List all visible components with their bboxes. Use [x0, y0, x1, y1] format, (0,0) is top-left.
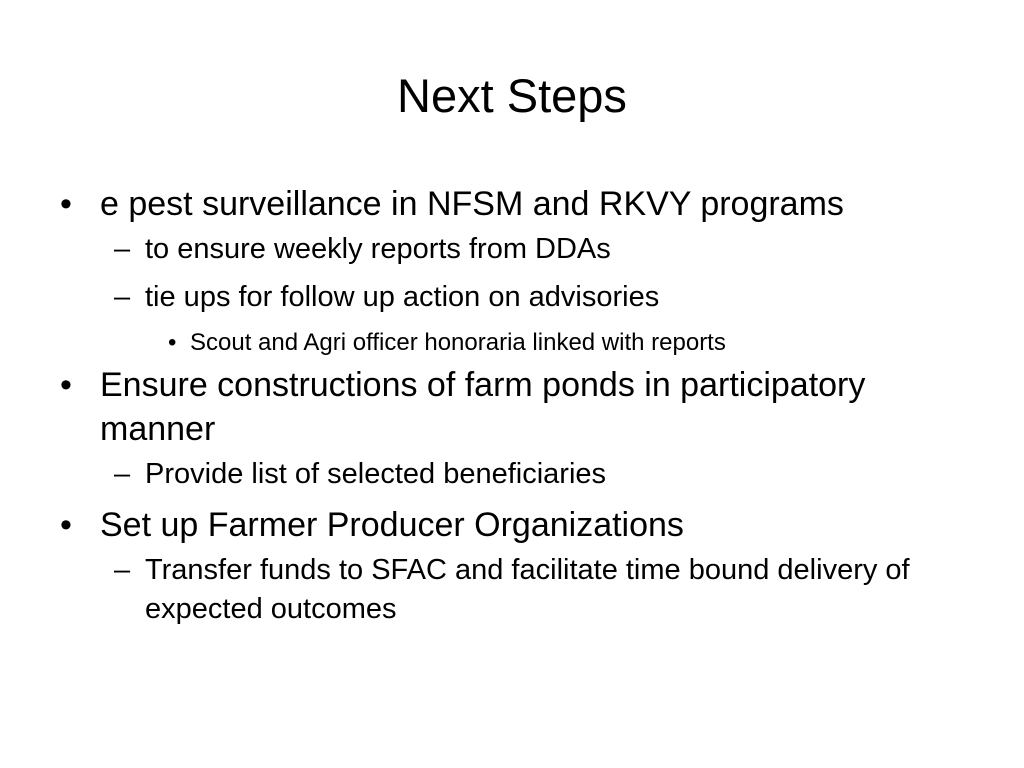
- sub-sub-bullet-honoraria: [168, 326, 956, 359]
- bullet-marker: •: [60, 185, 72, 223]
- sub-sub-bullet-text: Scout and Agri officer honoraria linked with reports: [190, 329, 726, 356]
- sub-bullet-beneficiaries: [114, 455, 956, 494]
- bullet-text: e pest surveillance in NFSM and RKVY programs: [100, 185, 844, 223]
- bullet-item-e-pest-surveillance: [56, 182, 956, 226]
- dash-marker: –: [114, 554, 131, 586]
- bullet-text: Set up Farmer Producer Organizations: [100, 506, 684, 544]
- bullet-item-fpo: [56, 503, 956, 547]
- bullet-text: Ensure constructions of farm ponds in participatory manner: [100, 366, 866, 448]
- sub-bullet-weekly-reports: [114, 230, 956, 269]
- bullet-list: [56, 182, 956, 638]
- slide-title: Next Steps: [397, 69, 627, 122]
- sub-bullet-tie-ups: [114, 278, 956, 317]
- sub-bullet-sfac-funds: [114, 551, 956, 629]
- bullet-item-farm-ponds: [56, 363, 956, 451]
- dash-marker: –: [114, 233, 131, 265]
- sub-bullet-text: to ensure weekly reports from DDAs: [145, 233, 611, 265]
- sub-bullet-text: Provide list of selected beneficiaries: [145, 458, 607, 490]
- bullet-marker: •: [60, 366, 72, 404]
- dash-marker: –: [114, 458, 131, 490]
- dash-marker: –: [114, 281, 131, 313]
- sub-bullet-text: Transfer funds to SFAC and facilitate time bound delivery of expected outcomes: [145, 554, 910, 625]
- sub-bullet-text: tie ups for follow up action on advisories: [145, 281, 660, 313]
- bullet-marker: •: [168, 329, 177, 356]
- bullet-marker: •: [60, 506, 72, 544]
